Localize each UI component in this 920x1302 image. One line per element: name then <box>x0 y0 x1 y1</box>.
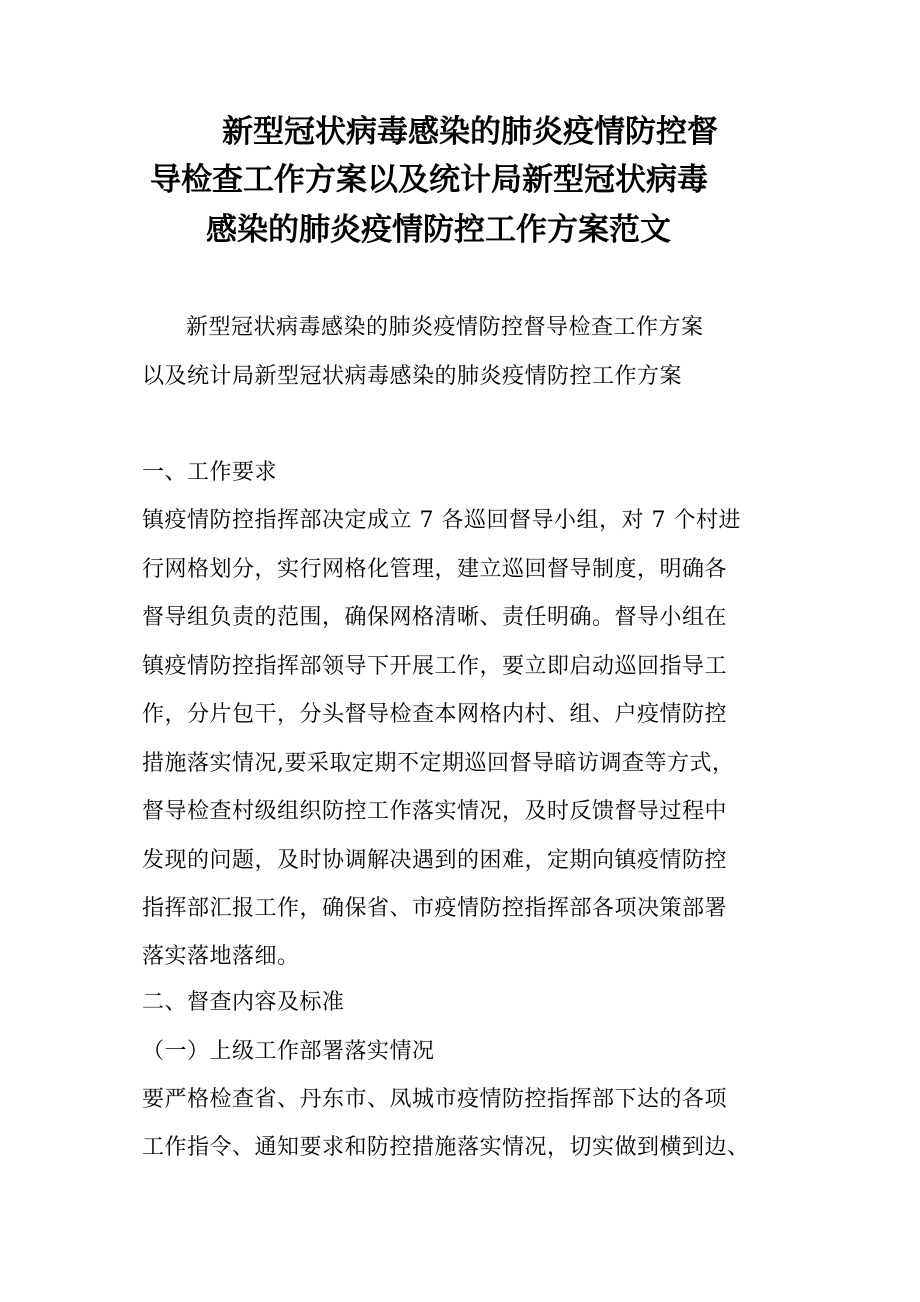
section-heading-2: 二、督查内容及标准 <box>142 990 345 1015</box>
subtitle-line-2: 以及统计局新型冠状病毒感染的肺炎疫情防控工作方案 <box>142 364 683 389</box>
subtitle-line-1: 新型冠状病毒感染的肺炎疫情防控督导检查工作方案 <box>186 315 704 340</box>
title-line-2: 导检查工作方案以及统计局新型冠状病毒 <box>150 162 708 198</box>
paragraph-line: 措施落实情况,要采取定期不定期巡回督导暗访调查等方式， <box>142 751 735 776</box>
paragraph-line: 落实落地落细。 <box>142 944 300 969</box>
paragraph-line: 行网格划分，实行网格化管理，建立巡回督导制度，明确各 <box>142 557 728 582</box>
paragraph-line: 发现的问题，及时协调解决遇到的困难，定期向镇疫情防控 <box>142 848 728 873</box>
paragraph-line: 镇疫情防控指挥部决定成立 7 各巡回督导小组，对 7 个村进 <box>142 508 741 533</box>
paragraph-line: 督导组负责的范围，确保网格清晰、责任明确。督导小组在 <box>142 605 728 630</box>
subsection-heading-1: （一）上级工作部署落实情况 <box>142 1039 435 1064</box>
paragraph-line: 工作指令、通知要求和防控措施落实情况，切实做到横到边、 <box>142 1135 750 1160</box>
paragraph-line: 要严格检查省、丹东市、凤城市疫情防控指挥部下达的各项 <box>142 1087 728 1112</box>
title-line-3: 感染的肺炎疫情防控工作方案范文 <box>206 212 671 248</box>
paragraph-line: 作，分片包干，分头督导检查本网格内村、组、户疫情防控 <box>142 702 728 727</box>
paragraph-line: 指挥部汇报工作，确保省、市疫情防控指挥部各项决策部署 <box>142 896 728 921</box>
paragraph-line: 督导检查村级组织防控工作落实情况，及时反馈督导过程中 <box>142 799 728 824</box>
section-heading-1: 一、工作要求 <box>142 460 278 485</box>
title-line-1: 新型冠状病毒感染的肺炎疫情防控督 <box>222 114 718 150</box>
paragraph-line: 镇疫情防控指挥部领导下开展工作，要立即启动巡回指导工 <box>142 654 728 679</box>
